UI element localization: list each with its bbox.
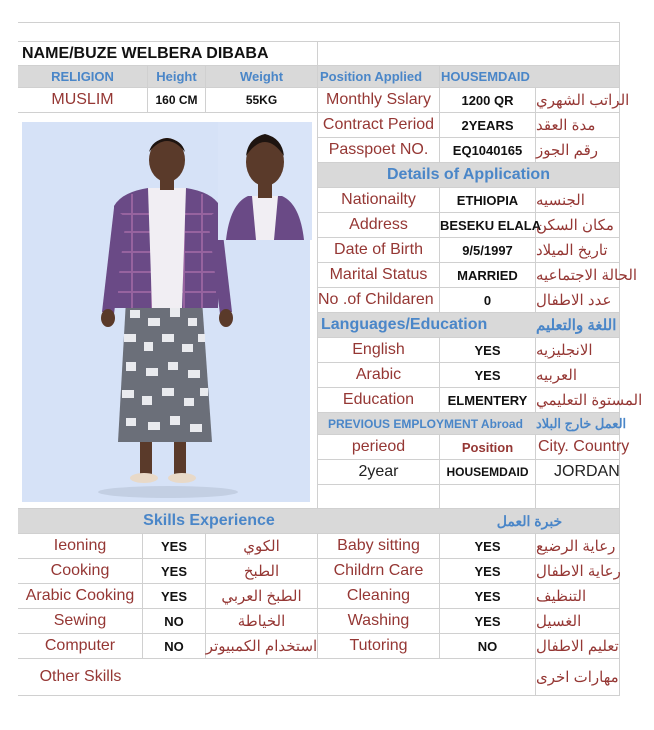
position-applied-header: Position Applied xyxy=(318,66,440,88)
english-label: English xyxy=(318,338,440,363)
skill-label-2: Washing xyxy=(318,609,440,634)
skill-value: YES xyxy=(143,534,206,559)
languages-title: Languages/Education xyxy=(318,313,536,338)
skill-value: YES xyxy=(143,559,206,584)
skills-title: Skills Experience xyxy=(18,509,440,534)
details-title: Details of Application xyxy=(318,163,620,188)
passport-label: Passpoet NO. xyxy=(318,138,440,163)
other-skills-label: Other Skills xyxy=(18,659,143,696)
prev-position-header: Position xyxy=(440,435,536,460)
height-value: 160 CM xyxy=(148,88,206,113)
other-skills-value xyxy=(143,659,536,696)
skill-value-2: NO xyxy=(440,634,536,659)
skill-arabic: الطبخ العربي xyxy=(206,584,318,609)
arabic-label: Arabic xyxy=(318,363,440,388)
arabic-arabic: العربيه xyxy=(536,363,620,388)
height-header: Height xyxy=(148,66,206,88)
address-arabic: مكان السكن xyxy=(536,213,620,238)
languages-title-arabic: اللغة والتعليم xyxy=(536,313,620,338)
skills-title-arabic: خبرة العمل xyxy=(440,509,620,534)
marital-label: Marital Status xyxy=(318,263,440,288)
contract-period-arabic: مدة العقد xyxy=(536,113,620,138)
skill-arabic-2: تعليم الاطفال xyxy=(536,634,620,659)
skill-arabic-2: التنظيف xyxy=(536,584,620,609)
skill-value: NO xyxy=(143,609,206,634)
passport-arabic: رقم الجوز xyxy=(536,138,620,163)
marital-value: MARRIED xyxy=(440,263,536,288)
address-value: BESEKU ELALA xyxy=(440,213,536,238)
education-label: Education xyxy=(318,388,440,413)
dob-arabic: تاريخ الميلاد xyxy=(536,238,620,263)
skill-value-2: YES xyxy=(440,584,536,609)
skill-arabic: الكوي xyxy=(206,534,318,559)
salary-value: 1200 QR xyxy=(440,88,536,113)
marital-arabic: الحالة الاجتماعيه xyxy=(536,263,620,288)
passport-value: EQ1040165 xyxy=(440,138,536,163)
dob-label: Date of Birth xyxy=(318,238,440,263)
skill-label-2: Tutoring xyxy=(318,634,440,659)
skill-label: Cooking xyxy=(18,559,143,584)
children-value: 0 xyxy=(440,288,536,313)
nationality-label: Nationailty xyxy=(318,188,440,213)
skill-arabic: الخياطة xyxy=(206,609,318,634)
skill-label-2: Cleaning xyxy=(318,584,440,609)
prev-employment-title-arabic: العمل خارج البلاد xyxy=(536,413,620,435)
children-label: No .of Childaren xyxy=(318,288,440,313)
skill-label: Computer xyxy=(18,634,143,659)
prev-period-value: 2year xyxy=(318,460,440,485)
arabic-value: YES xyxy=(440,363,536,388)
salary-arabic: الراتب الشهري xyxy=(536,88,620,113)
prev-position-value: HOUSEMDAID xyxy=(440,460,536,485)
dob-value: 9/5/1997 xyxy=(440,238,536,263)
position-applied-value: HOUSEMDAID xyxy=(440,66,620,88)
skill-label: Sewing xyxy=(18,609,143,634)
english-arabic: الانجليزيه xyxy=(536,338,620,363)
nationality-arabic: الجنسيه xyxy=(536,188,620,213)
skill-label-2: Childrn Care xyxy=(318,559,440,584)
cv-sheet xyxy=(18,22,643,696)
salary-label: Monthly Sslary xyxy=(318,88,440,113)
skill-value: YES xyxy=(143,584,206,609)
english-value: YES xyxy=(440,338,536,363)
prev-country-value: JORDAN xyxy=(536,460,620,485)
weight-value: 55KG xyxy=(206,88,318,113)
skill-value-2: YES xyxy=(440,609,536,634)
skill-value-2: YES xyxy=(440,534,536,559)
religion-value: MUSLIM xyxy=(18,88,148,113)
prev-employment-title: PREVIOUS EMPLOYMENT Abroad xyxy=(318,413,536,435)
prev-country-header: City. Country xyxy=(536,435,620,460)
skill-arabic-2: الغسيل xyxy=(536,609,620,634)
skill-arabic: الطبخ xyxy=(206,559,318,584)
skill-arabic: استخدام الكمبيوتر xyxy=(206,634,318,659)
skill-value-2: YES xyxy=(440,559,536,584)
skill-arabic-2: رعاية الرضيع xyxy=(536,534,620,559)
other-skills-arabic: مهارات اخرى xyxy=(536,659,620,696)
contract-period-label: Contract Period xyxy=(318,113,440,138)
prev-period-header: perieod xyxy=(318,435,440,460)
candidate-name: NAME/BUZE WELBERA DIBABA xyxy=(18,42,318,66)
top-blank-row xyxy=(18,22,620,42)
skill-value: NO xyxy=(143,634,206,659)
skill-arabic-2: رعاية الاطفال xyxy=(536,559,620,584)
address-label: Address xyxy=(318,213,440,238)
weight-header: Weight xyxy=(206,66,318,88)
skill-label: Arabic Cooking xyxy=(18,584,143,609)
skill-label-2: Baby sitting xyxy=(318,534,440,559)
skill-label: Ieoning xyxy=(18,534,143,559)
religion-header: RELIGION xyxy=(18,66,148,88)
education-arabic: المستوة التعليمي xyxy=(536,388,620,413)
portrait-photo xyxy=(218,122,312,240)
education-value: ELMENTERY xyxy=(440,388,536,413)
nationality-value: ETHIOPIA xyxy=(440,188,536,213)
children-arabic: عدد الاطفال xyxy=(536,288,620,313)
contract-period-value: 2YEARS xyxy=(440,113,536,138)
